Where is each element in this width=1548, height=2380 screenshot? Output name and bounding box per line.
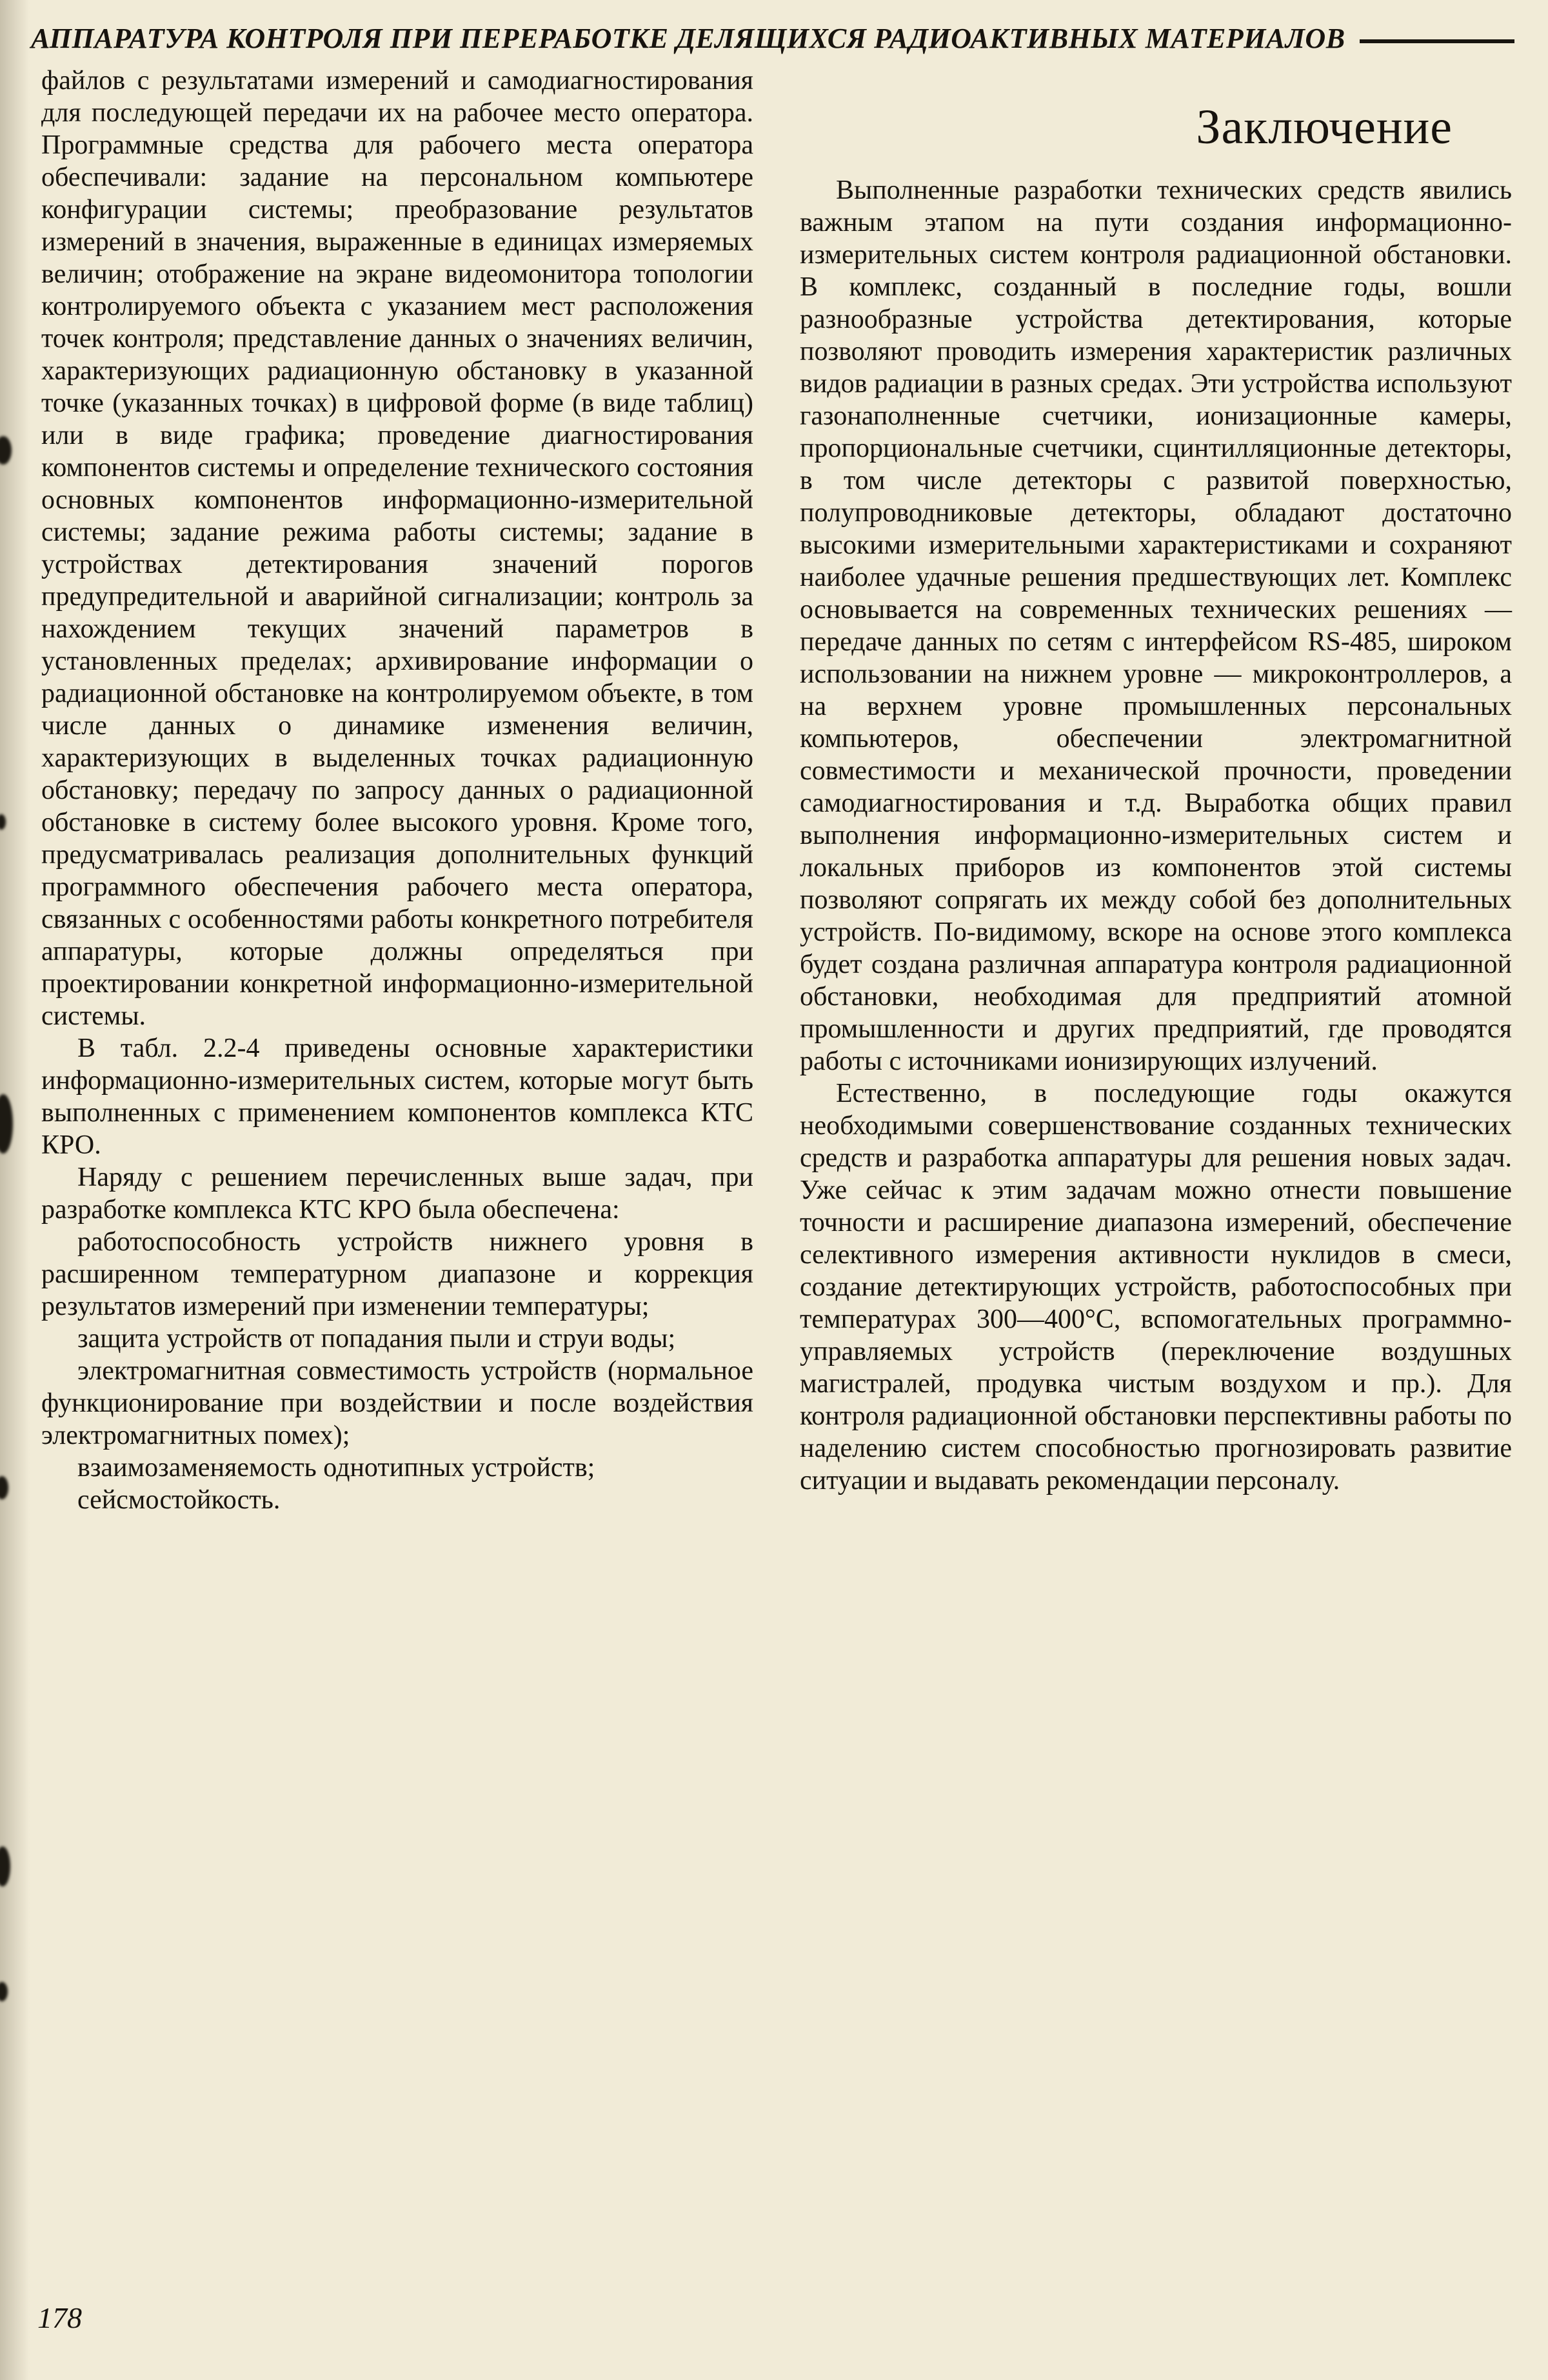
scan-artifact (0, 814, 6, 830)
text-columns (41, 65, 1512, 1516)
paragraph: Выполненные разработки технических средств явились важным этапом на пути создания информационно-измерительных систем контроля радиационной обстановки. В комплекс, созданный в последние годы, вошли разнообразные устройства детектирования, которые позволяют проводить измерения характеристик различных видов радиации в разных средах. Эти устройства используют газонаполненные счетчики, ионизационные камеры, пропорциональные счетчики, сцинтилляционные детекторы, в том числе детекторы с развитой поверхностью, полупроводниковые детекторы, обладают достаточно высокими измерительными характеристиками и сохраняют наиболее удачные решения предшествующих лет. Комплекс основывается на современных технических решениях — передаче данных по сетям с интерфейсом RS-485, широком использовании на нижнем уровне — микроконтроллеров, а на верхнем уровне промышленных персональных компьютеров, обеспечении электромагнитной совместимости и механической прочности, проведении самодиагностирования и т.д. Выработка общих правил выполнения информационно-измерительных систем и локальных приборов из компонентов этой системы позволяют сопрягать их между собой без дополнительных устройств. По-видимому, вскоре на основе этого комплекса будет создана различная аппаратура контроля радиационной обстановки, необходимая для предприятий атомной промышленности и других предприятий, где проводятся работы с источниками ионизирующих излучений. (800, 175, 1512, 1076)
list-paragraph: электромагнитная совместимость устройств (нормальное функционирование при воздействии и после воздействия электромагнитных помех); (41, 1356, 753, 1450)
section-heading: Заключение (1196, 100, 1453, 154)
paragraph: Естественно, в последующие годы окажутся необходимыми совершенствование созданных технических средств и разработка аппаратуры для решения новых задач. Уже сейчас к этим задачам можно отнести повышение точности и расширение диапазона измерений, обеспечение селективного измерения активности нуклидов в смеси, создание детектирующих устройств, работоспособных при температурах 300—400°С, вспомогательных программно-управляемых устройств (переключение воздушных магистралей, продувка чистым воздухом и пр.). Для контроля радиационной обстановки перспективны работы по наделению систем способностью прогнозировать развитие ситуации и выдавать рекомендации персоналу. (800, 1078, 1512, 1495)
list-paragraph: сейсмостойкость. (77, 1485, 281, 1515)
page-number: 178 (37, 2301, 82, 2334)
list-paragraph: работоспособность устройств нижнего уровня в расширенном температурном диапазоне и коррекция результатов измерений при изменении температуры; (41, 1227, 753, 1321)
list-paragraph: защита устройств от попадания пыли и струи воды; (77, 1324, 676, 1354)
left-column (41, 65, 753, 1516)
list-paragraph: взаимозаменяемость однотипных устройств; (77, 1453, 595, 1483)
scan-artifact (0, 1846, 10, 1886)
scan-artifact (0, 1476, 8, 1499)
right-column (800, 65, 1512, 1516)
paragraph: В табл. 2.2-4 приведены основные характеристики информационно-измерительных систем, которые могут быть выполненных с применением компонентов комплекса КТС КРО. (41, 1034, 753, 1160)
paragraph: Наряду с решением перечисленных выше задач, при разработке комплекса КТС КРО была обеспечена: (41, 1163, 753, 1225)
scan-artifact (0, 1982, 8, 2001)
scan-artifact (0, 436, 12, 465)
scan-artifact (0, 1094, 13, 1154)
running-header-title: АППАРАТУРА КОНТРОЛЯ ПРИ ПЕРЕРАБОТКЕ ДЕЛЯЩИХСЯ РАДИОАКТИВНЫХ МАТЕРИАЛОВ (31, 23, 1345, 54)
header-rule (1360, 39, 1514, 43)
running-header (31, 22, 1514, 55)
paragraph: файлов с результатами измерений и самодиагностирования для последующей передачи их на рабочее место оператора. Программные средства для рабочего места оператора обеспечивали: задание на персональном компьютере конфигурации системы; преобразование результатов измерений в значения, выраженные в единицах измеряемых величин; отображение на экране видеомонитора топологии контролируемого объекта с указанием мест расположения точек контроля; представление данных о значениях величин, характеризующих радиационную обстановку в указанной точке (указанных точках) в цифровой форме (в виде таблиц) или в виде графика; проведение диагностирования компонентов системы и определение технического состояния основных компонентов информационно-измерительной системы; задание режима работы системы; задание в устройствах детектирования значений порогов предупредительной и аварийной сигнализации; контроль за нахождением текущих значений параметров в установленных пределах; архивирование информации о радиационной обстановке на контролируемом объекте, в том числе данных о динамике изменения величин, характеризующих в выделенных точках радиационную обстановку; передачу по запросу данных о радиационной обстановке в систему более высокого уровня. Кроме того, предусматривалась реализация дополнительных функций программного обеспечения рабочего места оператора, связанных с особенностями работы конкретного потребителя аппаратуры, которые должны определяться при проектировании конкретной информационно-измерительной системы. (41, 66, 753, 1031)
